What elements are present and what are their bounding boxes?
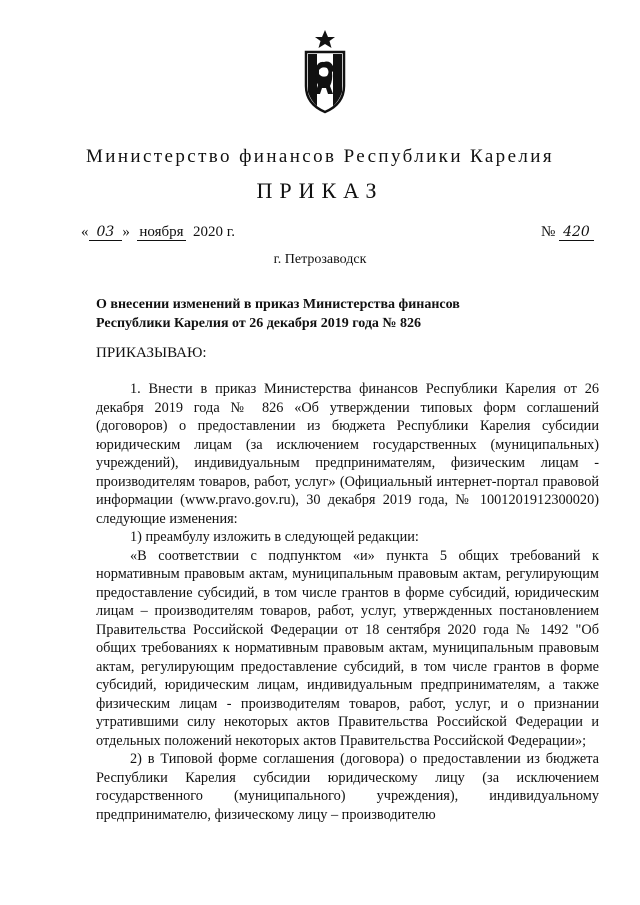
order-subject: О внесении изменений в приказ Министерства финансов Республики Карелия от 26 декабря 2019 года № 826 bbox=[96, 297, 460, 331]
order-body bbox=[96, 380, 599, 824]
paragraph-4: 2) в Типовой форме соглашения (договора) о предоставлении из бюджета Республики Карелия субсидии юридическому лицу (за исключением государственного (муниципального) учреждения), индивидуальному предпринимателю, физическому лицу – производителю bbox=[96, 751, 599, 823]
date-open-quote: « bbox=[81, 224, 89, 240]
number-label: № bbox=[541, 224, 556, 240]
date-day: 03 bbox=[89, 224, 123, 241]
city: г. Петрозаводск bbox=[273, 252, 367, 267]
paragraph-2: 1) преамбулу изложить в следующей редакции: bbox=[130, 529, 419, 545]
date-month: ноября bbox=[139, 224, 184, 240]
order-date bbox=[81, 224, 235, 241]
karelia-coat-of-arms-icon bbox=[300, 28, 350, 114]
document-type-title: ПРИКАЗ bbox=[256, 178, 384, 203]
date-close-quote: » bbox=[122, 224, 130, 240]
paragraph-1: 1. Внести в приказ Министерства финансов Республики Карелия от 26 декабря 2019 года № 826 «Об утверждении типовых форм соглашений (договоров) о предоставлении из бюджета Республики Карелия субсидии юридическим лицам (за исключением государственных (муниципальных) учреждений), индивидуальным предпринимателям, физическим лицам - производителям товаров, работ, услуг» (Официальный интернет-портал правовой информации (www.pravo.gov.ru), 30 декабря 2019 года, № 1001201912300020) следующие изменения: bbox=[96, 381, 599, 527]
order-number bbox=[541, 224, 594, 241]
number-value: 420 bbox=[559, 224, 594, 241]
date-year: 2020 г. bbox=[193, 224, 235, 240]
decree-word: ПРИКАЗЫВАЮ: bbox=[96, 345, 207, 361]
ministry-name: Министерство финансов Республики Карелия bbox=[85, 146, 555, 167]
paragraph-3: «В соответствии с подпунктом «и» пункта 5 общих требований к нормативным правовым актам, муниципальным правовым актам, регулирующим предоставление субсидий, в том числе грантов в форме субсидий, юридическим лицам – производителям товаров, работ, услуг, утвержденных постановлением Правительства Российской Федерации от 18 сентября 2020 года № 1492 "Об общих требованиях к нормативным правовым актам, муниципальным правовым актам, регулирующим предоставление субсидий, в том числе грантов в форме субсидий, юридическим лицам, индивидуальным предпринимателям, а также физическим лицам - производителям товаров, работ, услуг, и о признании утратившими силу некоторых актов Правительства Российской Федерации и отдельных положений некоторых актов Правительства Российской Федерации»; bbox=[96, 547, 599, 749]
